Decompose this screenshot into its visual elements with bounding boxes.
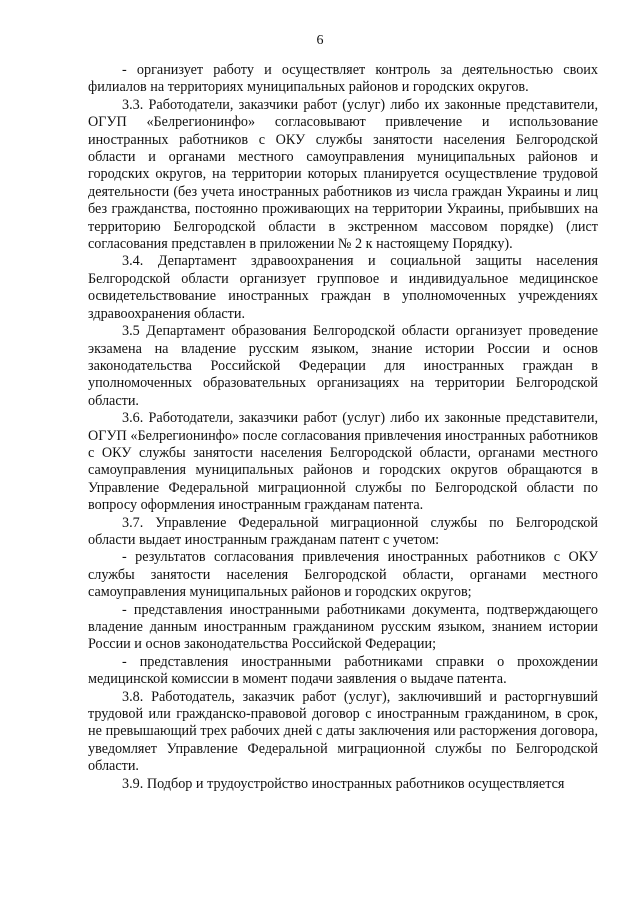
paragraph-3-5: 3.5 Департамент образования Белгородской области организует проведение экзамена на владение русским языком, знание истории России и основ законодательства Российской Федерации для иностранных граждан в уполномоченных образовательных организациях на территории Белгородской области. [88,323,598,409]
paragraph-3-4: 3.4. Департамент здравоохранения и социальной защиты населения Белгородской области организует групповое и индивидуальное медицинское освидетельствование иностранных граждан в уполномоченных учреждениях здравоохранения области. [88,253,598,322]
list-item-medical-certificate: - представления иностранными работниками справки о прохождении медицинской комиссии в момент подачи заявления о выдаче патента. [88,653,598,688]
paragraph-branches-control: - организует работу и осуществляет контроль за деятельностью своих филиалов на территориях муниципальных районов и городских округов. [88,62,598,96]
page-number: 6 [316,33,324,48]
paragraph-3-6: 3.6. Работодатели, заказчики работ (услуг) либо их законные представители, ОГУП «Белрегионинфо» после согласования привлечения иностранных работников с ОКУ службы занятости населения Белгородской области, органами местного самоуправления муниципальных районов и городских округов обращаются в Управление Федеральной миграционной службы по Белгородской области по вопросу оформления иностранным гражданам патента. [88,410,598,514]
paragraph-3-7: 3.7. Управление Федеральной миграционной службы по Белгородской области выдает иностранным гражданам патент с учетом: [88,514,598,548]
list-item-language-document: - представления иностранными работниками документа, подтверждающего владение данным иностранным гражданином русским языком, знанием истории России и основ законодательства Российской Федерации; [88,601,598,653]
paragraph-3-3: 3.3. Работодатели, заказчики работ (услуг) либо их законные представители, ОГУП «Белрегионинфо» согласовывают привлечение и использование иностранных работников с ОКУ службы занятости населения Белгородской области и органами местного самоуправления муниципальных районов и городских округов, на территории которых планируется осуществление трудовой деятельности (без учета иностранных работников из числа граждан Украины и лиц без гражданства, постоянно проживающих на территории Украины, прибывших на территорию Белгородской области в экстренном массовом порядке) (лист согласования представлен в приложении № 2 к настоящему Порядку). [88,96,598,253]
paragraph-3-8: 3.8. Работодатель, заказчик работ (услуг), заключивший и расторгнувший трудовой или гражданско-правовой договор с иностранным гражданином, в срок, не превышающий трех рабочих дней с даты заключения или расторжения договора, уведомляет Управление Федеральной миграционной службы по Белгородской области. [88,688,598,775]
document-body [88,62,598,793]
list-item-approval-results: - результатов согласования привлечения иностранных работников с ОКУ службы занятости населения Белгородской области, органами местного самоуправления муниципальных районов и городских округов; [88,549,598,601]
paragraph-3-9: 3.9. Подбор и трудоустройство иностранных работников осуществляется [122,775,565,792]
